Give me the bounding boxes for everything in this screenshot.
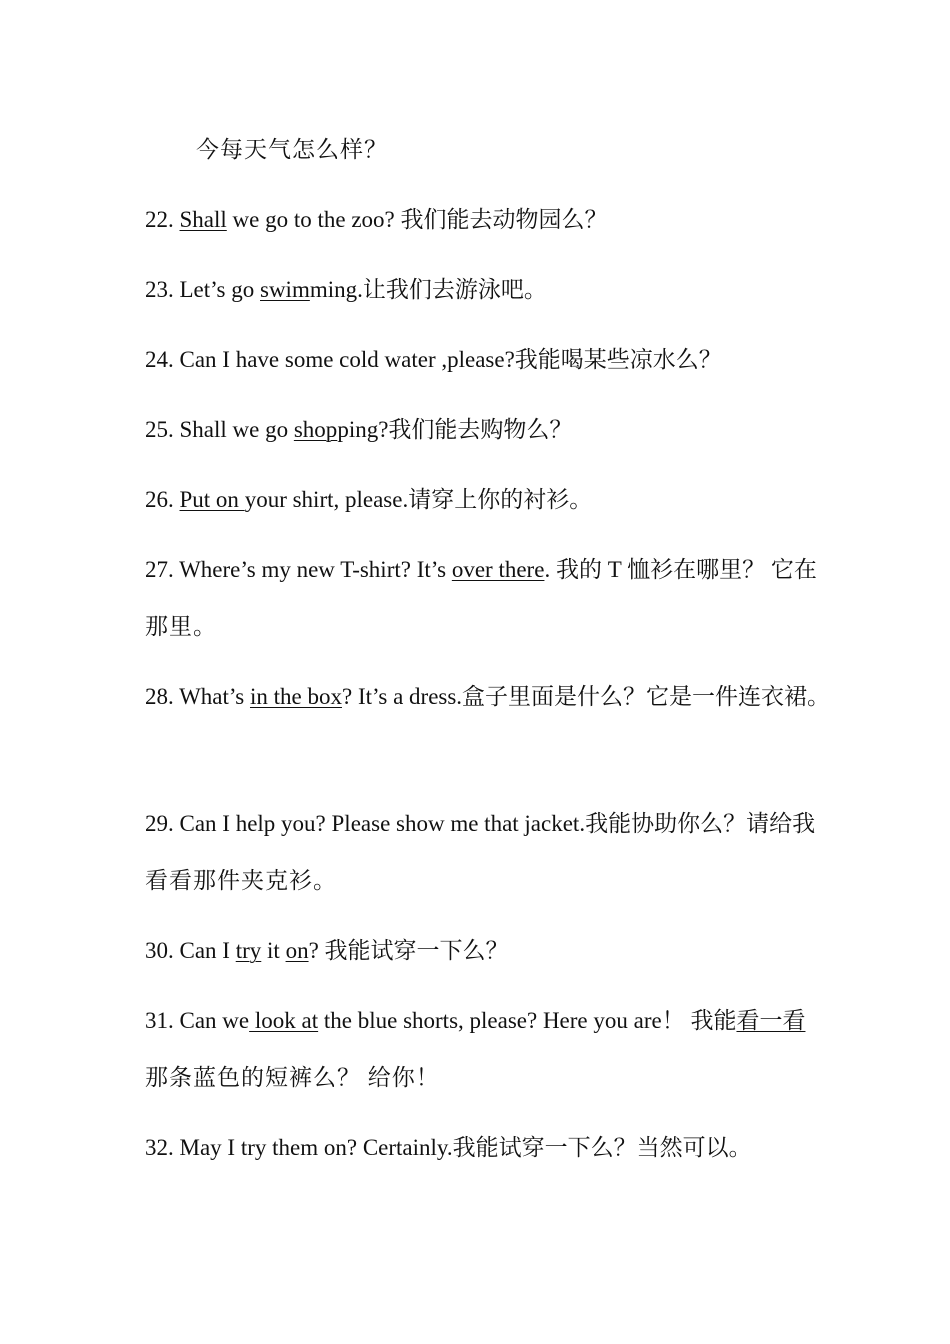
sentence-text: ? It’s a dress.盒子里面是什么？它是一件连衣裙。 [341,684,831,709]
underlined-phrase: shop [293,417,338,442]
underlined-phrase: on [285,938,309,963]
sentence-text: the blue shorts, please? Here you are！ 我能 [318,1008,737,1033]
sentence-text: Can I [173,938,236,963]
underlined-phrase: Shall [179,207,227,232]
sentence-text: May I try them on? Certainly.我能试穿一下么？当然可以。 [173,1135,752,1160]
item-number: 28. [145,684,174,709]
underlined-phrase: swim [260,277,310,302]
item-number: 31. [145,1008,174,1033]
sentence-text: we go to the zoo? 我们能去动物园么？ [226,207,608,232]
underlined-phrase: Put on [179,487,245,512]
line-21-continuation [196,136,388,164]
item-number: 27. [145,557,174,582]
sentence-text: 那里。 [145,614,217,639]
underlined-phrase: look at [249,1008,319,1033]
sentence-text: Can I have some cold water ,please?我能喝某些凉水么？ [173,347,722,372]
sentence-text: 看看那件夹克衫。 [145,868,337,893]
sentence-22 [145,206,608,234]
item-number: 25. [145,417,174,442]
sentence-text: . 我的 T 恤衫在哪里？ 它在 [544,557,817,582]
item-number: 30. [145,938,174,963]
sentence-27 [145,556,817,584]
sentence-28 [145,683,830,711]
sentence-text: ping?我们能去购物么？ [337,417,573,442]
item-number: 24. [145,347,174,372]
sentence-text: ming.让我们去游泳吧。 [309,277,547,302]
sentence-text: Can I help you? Please show me that jacket.我能协助你么？请给我 [173,811,816,836]
sentence-23 [145,276,547,304]
sentence-31-continuation [145,1064,440,1092]
sentence-text: Shall we go [173,417,294,442]
sentence-29 [145,810,815,838]
sentence-text: your shirt, please.请穿上你的衬衫。 [244,487,593,512]
sentence-text: Let’s go [173,277,260,302]
underlined-phrase: over there [451,557,545,582]
item-number: 32. [145,1135,174,1160]
sentence-text: Can we [173,1008,250,1033]
sentence-text: 那条蓝色的短裤么？ 给你！ [145,1065,440,1090]
sentence-text: it [261,938,286,963]
sentence-25 [145,416,572,444]
sentence-29-continuation [145,867,337,895]
sentence-31 [145,1007,805,1035]
underlined-phrase: 看一看 [736,1008,806,1033]
sentence-text: What’s [173,684,250,709]
sentence-30 [145,937,509,965]
sentence-27-continuation [145,613,217,641]
underlined-phrase: in the box [249,684,342,709]
line-text: 今每天气怎么样？ [196,137,388,162]
item-number: 29. [145,811,174,836]
underlined-phrase: try [235,938,262,963]
sentence-24 [145,346,722,374]
sentence-26 [145,486,592,514]
sentence-text: Where’s my new T-shirt? It’s [173,557,452,582]
sentence-32 [145,1134,752,1162]
sentence-text: ? 我能试穿一下么？ [308,938,509,963]
item-number: 23. [145,277,174,302]
item-number: 22. [145,207,174,232]
item-number: 26. [145,487,174,512]
